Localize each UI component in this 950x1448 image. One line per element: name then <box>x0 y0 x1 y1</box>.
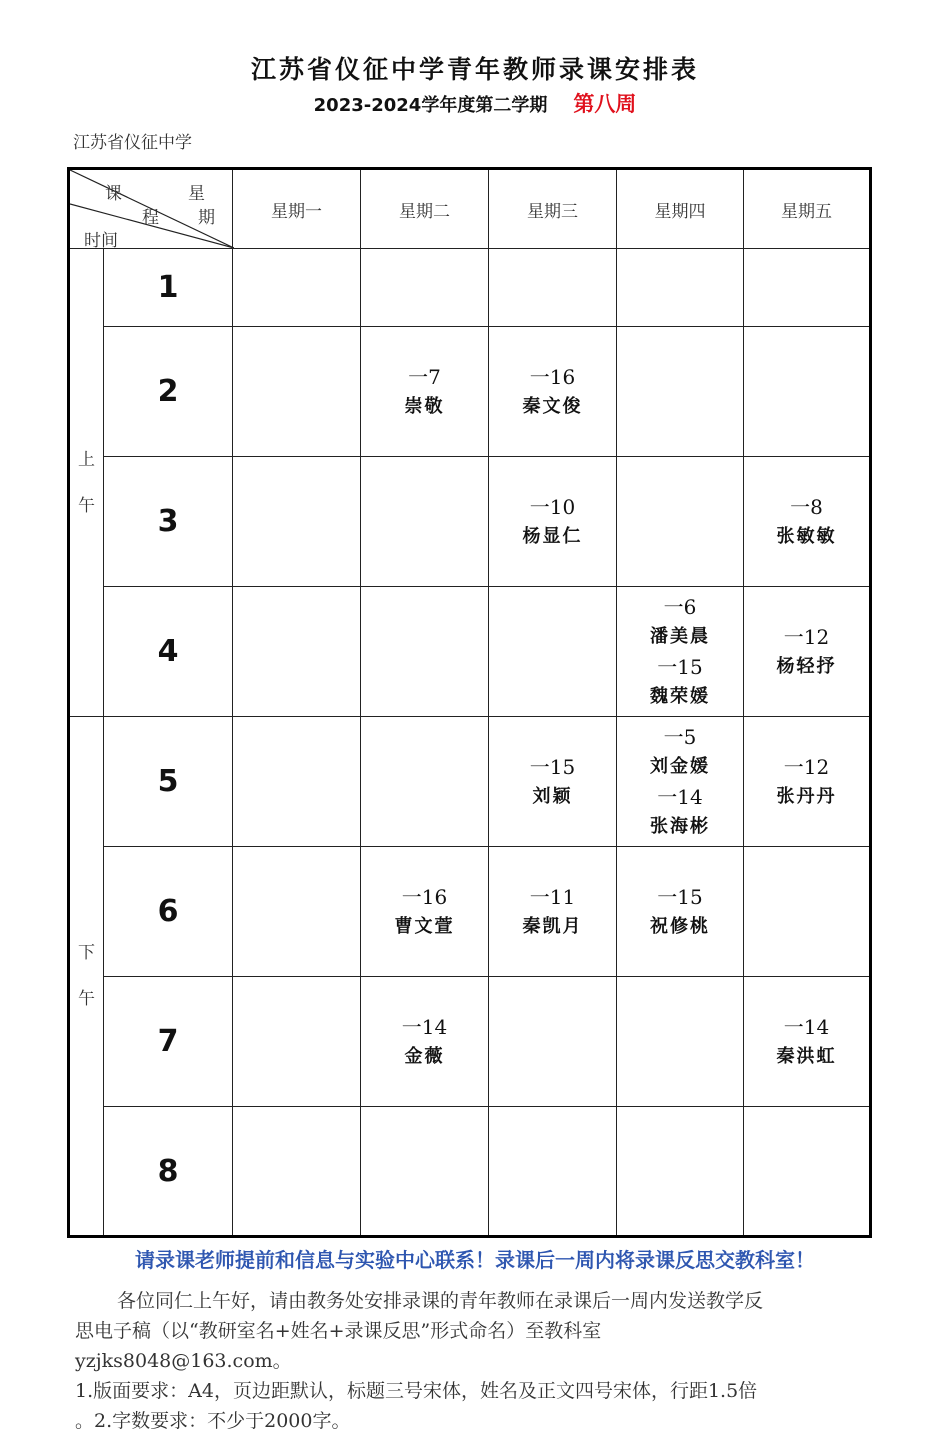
schedule-cell <box>361 327 489 457</box>
schedule-row <box>69 977 871 1107</box>
class-code: 一14 <box>401 1014 448 1039</box>
schedule-table <box>67 167 872 1238</box>
day-header: 星期三 <box>489 169 617 249</box>
class-number: 2 <box>104 327 233 457</box>
schedule-cell <box>233 717 361 847</box>
teacher-name: 曹文萱 <box>394 915 455 937</box>
recording-entry <box>489 362 616 422</box>
schedule-cell <box>233 327 361 457</box>
morning-period-cell <box>69 249 104 717</box>
recording-entry <box>361 362 488 422</box>
schedule-cell <box>744 977 871 1107</box>
teacher-name: 秦凯月 <box>522 915 583 937</box>
schedule-cell <box>233 587 361 717</box>
teacher-name: 秦洪虹 <box>776 1045 837 1067</box>
schedule-cell <box>617 249 744 327</box>
class-number: 8 <box>104 1107 233 1237</box>
teacher-name: 崇敬 <box>404 395 445 417</box>
email-address[interactable]: yzjks8048@163.com。 <box>75 1350 292 1372</box>
corner-xing: 星 <box>188 184 205 204</box>
teacher-name: 张丹丹 <box>776 785 837 807</box>
class-number: 7 <box>104 977 233 1107</box>
teacher-name: 刘颖 <box>532 785 573 807</box>
schedule-cell <box>617 457 744 587</box>
class-number: 3 <box>104 457 233 587</box>
teacher-name: 金薇 <box>404 1045 445 1067</box>
class-code: 一11 <box>529 884 576 909</box>
recording-entry <box>744 492 869 552</box>
corner-cell <box>69 169 233 249</box>
recording-entry <box>744 622 869 682</box>
class-code: 一14 <box>657 784 703 809</box>
schedule-cell <box>233 977 361 1107</box>
notice-banner: 请录课老师提前和信息与实验中心联系！录课后一周内将录课反思交教科室！ <box>135 1248 815 1272</box>
schedule-cell <box>489 587 617 717</box>
recording-entry <box>617 652 743 712</box>
class-number: 6 <box>104 847 233 977</box>
schedule-cell <box>744 847 871 977</box>
class-code: 一12 <box>783 624 830 649</box>
schedule-cell <box>744 1107 871 1237</box>
schedule-cell <box>489 327 617 457</box>
teacher-name: 刘金媛 <box>650 755 710 777</box>
instructions <box>75 1286 875 1436</box>
schedule-cell <box>744 249 871 327</box>
schedule-cell <box>744 457 871 587</box>
recording-entry <box>617 592 743 652</box>
class-code: 一12 <box>783 754 830 779</box>
schedule-cell <box>489 717 617 847</box>
class-code: 一15 <box>657 654 703 679</box>
instructions-line: 各位同仁上午好，请由教务处安排录课的青年教师在录课后一周内发送教学反 <box>117 1290 764 1312</box>
morning-period-char: 午 <box>78 495 95 516</box>
class-code: 一5 <box>663 724 697 749</box>
recording-entry <box>489 492 616 552</box>
recording-entry <box>744 1012 869 1072</box>
class-code: 一16 <box>401 884 448 909</box>
corner-ke: 课 <box>105 184 122 204</box>
schedule-cell <box>361 1107 489 1237</box>
schedule-cell <box>617 717 744 847</box>
recording-entry <box>617 782 743 842</box>
corner-qi: 期 <box>198 208 215 228</box>
schedule-row <box>69 457 871 587</box>
schedule-cell <box>617 327 744 457</box>
schedule-cell <box>489 847 617 977</box>
schedule-cell <box>361 717 489 847</box>
schedule-cell <box>617 1107 744 1237</box>
day-header: 星期四 <box>617 169 744 249</box>
teacher-name: 张海彬 <box>650 815 710 837</box>
schedule-cell <box>489 1107 617 1237</box>
teacher-name: 杨轻抒 <box>776 655 837 677</box>
morning-period-char: 上 <box>78 449 95 470</box>
corner-cheng: 程 <box>142 208 159 228</box>
recording-entry <box>489 882 616 942</box>
class-number: 5 <box>104 717 233 847</box>
teacher-name: 杨显仁 <box>522 525 583 547</box>
schedule-row <box>69 1107 871 1237</box>
instructions-line: 。2.字数要求：不少于2000字。 <box>75 1410 351 1432</box>
schedule-cell <box>617 977 744 1107</box>
schedule-cell <box>233 457 361 587</box>
schedule-cell <box>617 847 744 977</box>
teacher-name: 魏荣媛 <box>650 685 710 707</box>
day-header: 星期一 <box>233 169 361 249</box>
schedule-row <box>69 249 871 327</box>
teacher-name: 秦文俊 <box>522 395 583 417</box>
semester-subtitle <box>0 88 950 118</box>
class-code: 一6 <box>663 594 697 619</box>
recording-entry <box>617 882 743 942</box>
teacher-name: 祝修桃 <box>650 915 710 937</box>
recording-entry <box>744 752 869 812</box>
afternoon-period-char: 午 <box>78 989 95 1009</box>
afternoon-period-char: 下 <box>78 943 95 963</box>
schedule-cell <box>617 587 744 717</box>
recording-entry <box>361 882 488 942</box>
schedule-cell <box>361 587 489 717</box>
recording-entry <box>489 752 616 812</box>
schedule-cell <box>744 587 871 717</box>
schedule-cell <box>489 977 617 1107</box>
class-code: 一8 <box>790 494 823 519</box>
schedule-row <box>69 587 871 717</box>
class-code: 一14 <box>783 1014 830 1039</box>
schedule-cell <box>744 717 871 847</box>
semester-label: 2023-2024学年度第二学期 <box>313 95 548 116</box>
teacher-name: 潘美晨 <box>650 625 710 647</box>
schedule-cell <box>361 249 489 327</box>
schedule-cell <box>233 847 361 977</box>
schedule-cell <box>489 457 617 587</box>
page-title: 江苏省仪征中学青年教师录课安排表 <box>250 55 699 84</box>
schedule-cell <box>489 249 617 327</box>
schedule-row <box>69 327 871 457</box>
day-header: 星期五 <box>744 169 871 249</box>
recording-entry <box>617 722 743 782</box>
header-row <box>69 169 871 249</box>
class-number: 4 <box>104 587 233 717</box>
class-code: 一15 <box>529 754 576 779</box>
schedule-cell <box>361 457 489 587</box>
schedule-row <box>69 717 871 847</box>
schedule-cell <box>361 847 489 977</box>
day-header: 星期二 <box>361 169 489 249</box>
schedule-cell <box>361 977 489 1107</box>
class-code: 一10 <box>529 494 576 519</box>
instructions-line: 1.版面要求：A4，页边距默认，标题三号宋体，姓名及正文四号宋体，行距1.5倍 <box>75 1380 758 1402</box>
class-code: 一7 <box>408 364 441 389</box>
corner-time: 时间 <box>84 231 118 251</box>
schedule-cell <box>233 249 361 327</box>
schedule-cell <box>233 1107 361 1237</box>
school-name: 江苏省仪征中学 <box>73 133 192 153</box>
afternoon-period-cell <box>69 717 104 1237</box>
class-code: 一15 <box>657 884 703 909</box>
instructions-line: 思电子稿（以“教研室名+姓名+录课反思”形式命名）至教科室 <box>75 1320 602 1342</box>
week-label: 第八周 <box>573 92 637 116</box>
schedule-row <box>69 847 871 977</box>
class-code: 一16 <box>529 364 576 389</box>
class-number: 1 <box>104 249 233 327</box>
schedule-cell <box>744 327 871 457</box>
teacher-name: 张敏敏 <box>776 525 837 547</box>
recording-entry <box>361 1012 488 1072</box>
